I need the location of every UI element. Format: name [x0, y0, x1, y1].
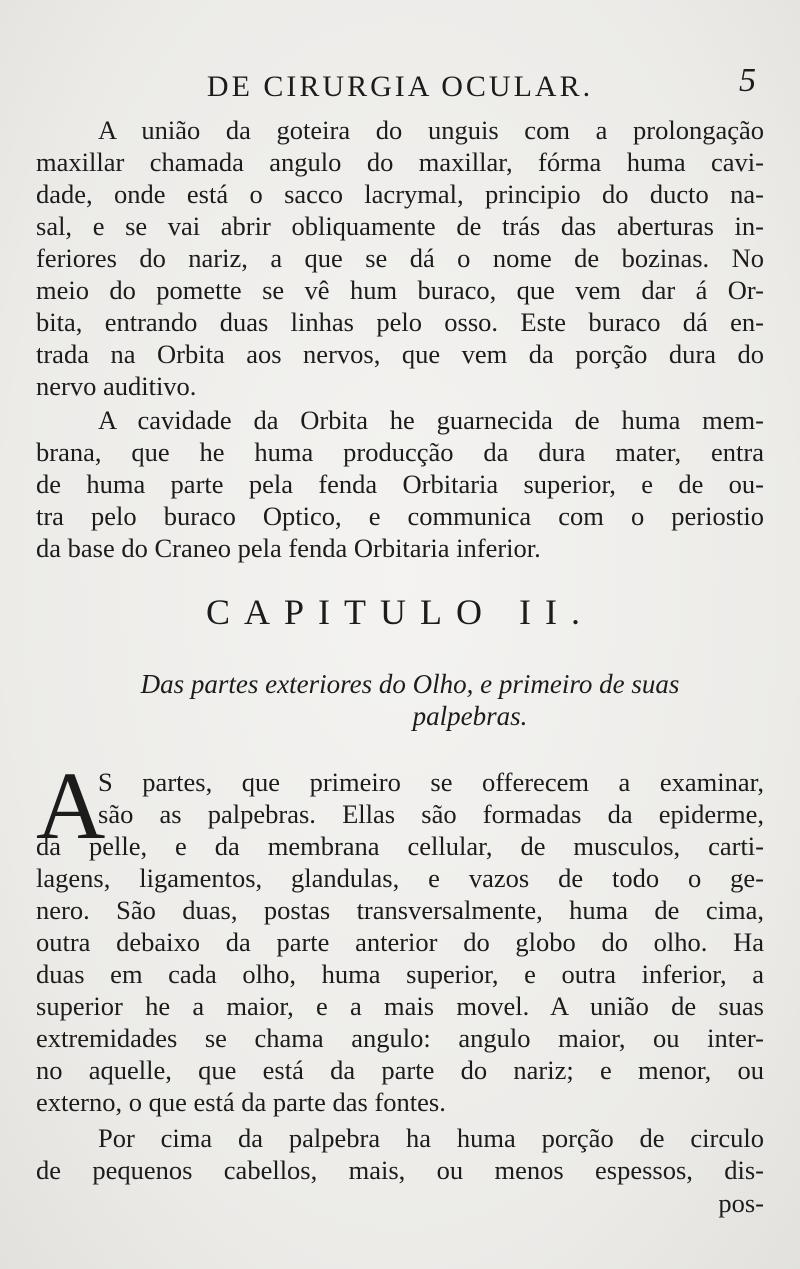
text-line: A união da goteira do unguis com a prolongação: [98, 115, 764, 145]
paragraph-eyelids: [36, 766, 764, 1118]
text-line: meio do pomette se vê hum buraco, que vem dar á Or-: [36, 275, 764, 305]
text-line: da base do Craneo pela fenda Orbitaria inferior.: [36, 533, 541, 563]
page-number: 5: [739, 62, 756, 99]
text-line: no aquelle, que está da parte do nariz; e menor, ou: [36, 1055, 764, 1085]
text-line: lagens, ligamentos, glandulas, e vazos de todo o ge-: [36, 863, 764, 893]
running-head: DE CIRURGIA OCULAR.: [206, 70, 594, 103]
text-line: duas em cada olho, huma superior, e outra inferior, a: [36, 959, 764, 989]
text-line: Por cima da palpebra ha huma porção de circulo: [98, 1123, 764, 1153]
text-line: trada na Orbita aos nervos, que vem da porção dura do: [36, 339, 764, 369]
text-line: S partes, que primeiro se offerecem a examinar,: [98, 767, 764, 797]
text-line: bita, entrando duas linhas pelo osso. Este buraco dá en-: [36, 307, 764, 337]
text-line: feriores do nariz, a que se dá o nome de bozinas. No: [36, 243, 764, 273]
text-line: dade, onde está o sacco lacrymal, principio do ducto na-: [36, 179, 764, 209]
paragraph-eyebrows: [36, 1122, 764, 1186]
text-line: maxillar chamada angulo do maxillar, fórma huma cavi-: [36, 147, 764, 177]
text-line: externo, o que está da parte das fontes.: [36, 1087, 446, 1117]
text-line: superior he a maior, e a mais movel. A união de suas: [36, 991, 764, 1021]
text-line: nervo auditivo.: [36, 371, 197, 401]
catchword: pos-: [718, 1188, 764, 1218]
subtitle-line: palpebras.: [412, 701, 528, 731]
page-header: [40, 62, 760, 112]
text-line: extremidades se chama angulo: angulo maior, ou inter-: [36, 1023, 764, 1053]
text-line: da pelle, e da membrana cellular, de musculos, carti-: [36, 831, 764, 861]
drop-cap: A: [36, 752, 106, 859]
chapter-subtitle: [40, 668, 760, 732]
paragraph-orbit-membrane: [36, 404, 764, 564]
text-line: de pequenos cabellos, mais, ou menos espessos, dis-: [36, 1155, 764, 1185]
text-line: são as palpebras. Ellas são formadas da epiderme,: [98, 799, 764, 829]
subtitle-line: Das partes exteriores do Olho, e primeiro de suas: [140, 669, 680, 699]
text-line: de huma parte pela fenda Orbitaria superior, e de ou-: [36, 469, 764, 499]
text-line: A cavidade da Orbita he guarnecida de huma mem-: [98, 405, 764, 435]
text-line: sal, e se vai abrir obliquamente de trás das aberturas in-: [36, 211, 764, 241]
text-line: brana, que he huma producção da dura mater, entra: [36, 437, 764, 467]
text-line: tra pelo buraco Optico, e communica com o periostio: [36, 501, 764, 531]
text-line: outra debaixo da parte anterior do globo do olho. Ha: [36, 927, 764, 957]
text-line: nero. São duas, postas transversalmente, huma de cima,: [36, 895, 764, 925]
paragraph-orbit-bones: [36, 114, 764, 402]
chapter-heading: CAPITULO II.: [206, 592, 594, 632]
